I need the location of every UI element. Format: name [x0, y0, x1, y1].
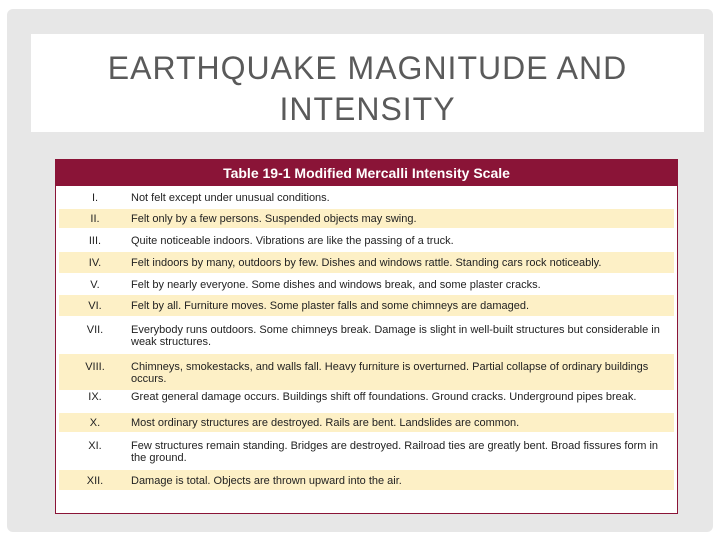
table-row	[59, 251, 674, 273]
slide	[7, 9, 713, 532]
intensity-level: VIII.	[85, 361, 105, 373]
intensity-description: Most ordinary structures are destroyed. Rails are bent. Landslides are common.	[131, 417, 520, 429]
table-row	[59, 228, 674, 251]
intensity-description: Felt indoors by many, outdoors by few. Dishes and windows rattle. Standing cars rock noticeably.	[131, 257, 602, 269]
intensity-level: V.	[90, 279, 100, 291]
table-body	[56, 186, 677, 490]
table-row	[59, 208, 674, 228]
table-row	[59, 353, 674, 390]
intensity-description: Quite noticeable indoors. Vibrations are like the passing of a truck.	[131, 235, 454, 247]
table-row	[59, 469, 674, 490]
intensity-description: Few structures remain standing. Bridges are destroyed. Railroad ties are greatly bent. Broad fissures form in the ground.	[131, 440, 659, 464]
table-row	[59, 294, 674, 316]
intensity-level: IX.	[88, 391, 102, 403]
intensity-level: XI.	[88, 440, 102, 452]
intensity-description: Damage is total. Objects are thrown upward into the air.	[131, 475, 402, 487]
intensity-level: VII.	[86, 324, 104, 336]
table-row	[59, 186, 674, 208]
intensity-level: I.	[91, 192, 99, 204]
intensity-level: X.	[89, 417, 101, 429]
intensity-description: Great general damage occurs. Buildings shift off foundations. Ground cracks. Underground pipes break.	[131, 391, 637, 403]
intensity-level: VI.	[88, 300, 102, 312]
intensity-description: Chimneys, smokestacks, and walls fall. Heavy furniture is overturned. Partial collapse of ordinary buildings occurs.	[131, 361, 649, 385]
slide-title: EARTHQUAKE MAGNITUDE AND INTENSITY	[107, 50, 628, 127]
intensity-description: Felt only by a few persons. Suspended objects may swing.	[131, 213, 417, 225]
intensity-level: II.	[90, 213, 100, 225]
title-box	[31, 34, 704, 132]
table-row	[59, 412, 674, 432]
table-row	[59, 273, 674, 294]
intensity-description: Everybody runs outdoors. Some chimneys break. Damage is slight in well-built structures but considerable in weak structures.	[131, 324, 660, 348]
intensity-description: Felt by nearly everyone. Some dishes and windows break, and some plaster cracks.	[131, 279, 541, 291]
intensity-level: XII.	[86, 475, 104, 487]
table-row	[59, 316, 674, 353]
intensity-level: IV.	[88, 257, 102, 269]
mercalli-table	[55, 159, 678, 514]
intensity-description: Not felt except under unusual conditions.	[131, 192, 330, 204]
intensity-level: III.	[88, 235, 102, 247]
intensity-description: Felt by all. Furniture moves. Some plaster falls and some chimneys are damaged.	[131, 300, 530, 312]
table-row	[59, 432, 674, 469]
table-row	[59, 390, 674, 412]
table-caption: Table 19-1 Modified Mercalli Intensity Scale	[56, 160, 677, 186]
